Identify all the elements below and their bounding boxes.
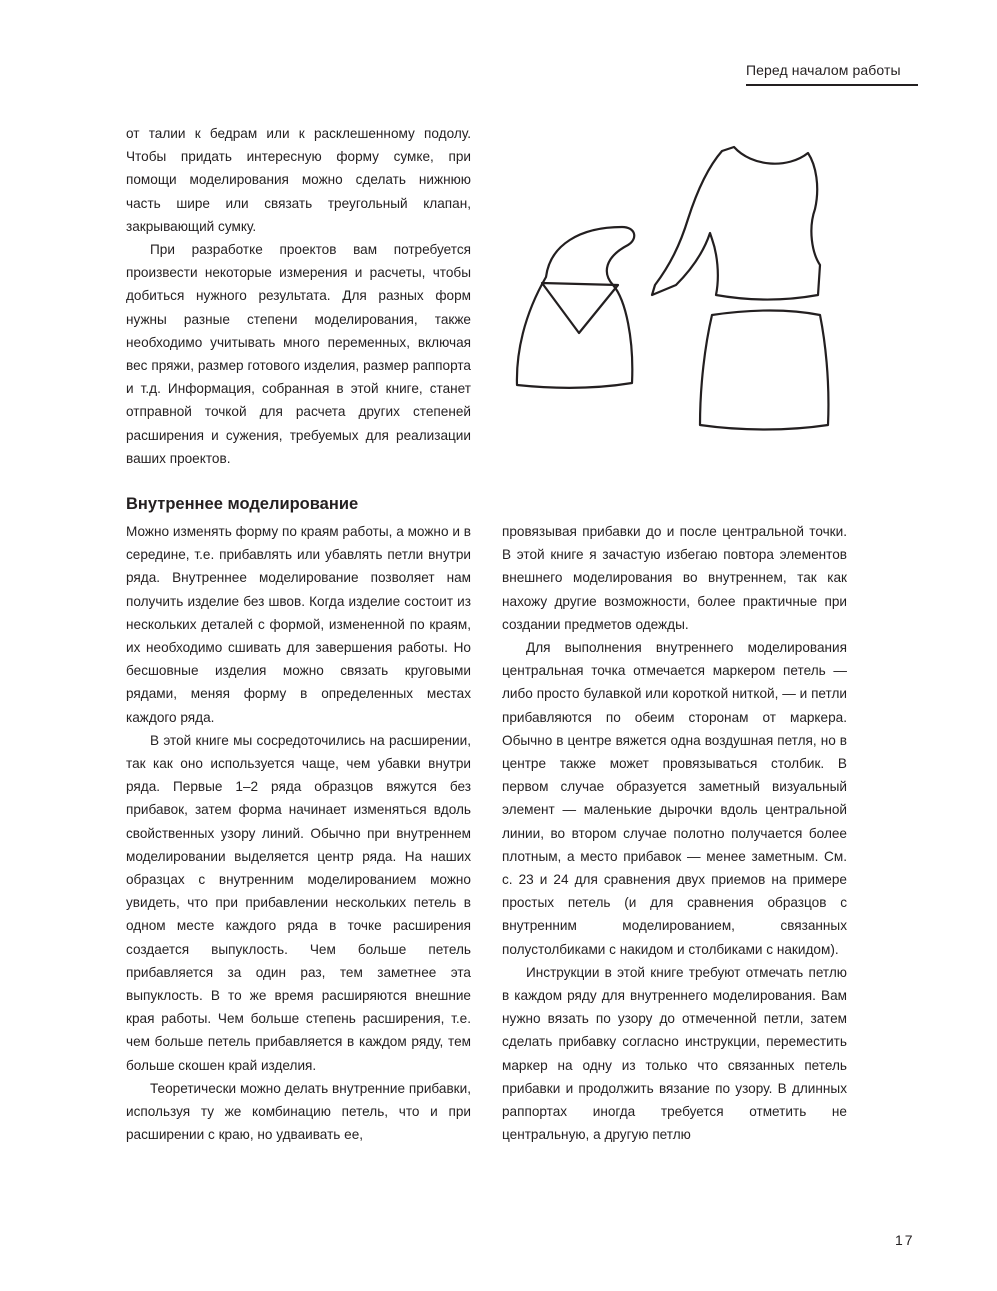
intro-text-column <box>126 122 471 470</box>
paragraph: Можно изменять форму по краям работы, а можно и в середине, т.е. прибавлять или убавлять петли внутри ряда. Внутреннее моделирование позволяет нам получить изделие без швов. Когда изделие состоит из нескольких деталей с формой, измененной по краям, их необходимо сшивать для завершения работы. Но бесшовные изделия можно связать круговыми рядами, меняя форму в определенных местах каждого ряда. <box>126 524 471 725</box>
left-text-column <box>126 520 471 1146</box>
paragraph: от талии к бедрам или к расклешенному подолу. Чтобы придать интересную форму сумке, при помощи моделирования можно сделать нижнюю часть шире или связать треугольный клапан, закрывающий сумку. <box>126 126 471 234</box>
running-header: Перед началом работы <box>746 62 901 78</box>
paragraph: В этой книге мы сосредоточились на расширении, так как оно используется чаще, чем убавки внутри ряда. Первые 1–2 ряда образцов вяжутся без прибавок, затем форма начинает изменяться вдоль свойственных узору линий. Обычно при внутреннем моделировании выделяется центр ряда. На наших образцах с внутренним моделированием можно увидеть, что при прибавлении нескольких петель в одном месте каждого ряда в точке расширения создается выпуклость. Чем больше петель прибавляется за один раз, тем заметнее эта выпуклость. В то же время расширяются внешние края работы. Чем больше степень расширения, т.е. чем больше петель прибавляется в каждом ряду, тем больше скошен край изделия. <box>126 732 471 1073</box>
paragraph: Теоретически можно делать внутренние прибавки, используя ту же комбинацию петель, что и при расширении с краю, но удваивать ее, <box>126 1080 471 1143</box>
skirt-sketch-icon <box>700 311 828 430</box>
header-rule <box>746 84 918 86</box>
paragraph: Для выполнения внутреннего моделирования центральная точка отмечается маркером петель — либо просто булавкой или короткой ниткой, — и петли прибавляются по обеим сторонам от маркера. Обычно в центре вяжется одна воздушная петля, но в центре также может провязываться столбик. В первом случае образуется заметный визуальный элемент — маленькие дырочки вдоль центральной линии, во втором случае полотно получается более плотным, а место прибавок — менее заметным. См. с. 23 и 24 для сравнения двух приемов на примере простых петель (и для сравнения образцов с внутренним моделированием, связанных полустолбиками с накидом и столбиками с накидом). <box>502 640 847 957</box>
bag-sketch-icon <box>517 227 634 388</box>
bodice-sketch-icon <box>652 147 820 300</box>
page-number: 17 <box>895 1232 915 1248</box>
paragraph: Инструкции в этой книге требуют отмечать петлю в каждом ряду для внутреннего моделирования. Вам нужно вязать по узору до отмеченной петли, затем сделать прибавку согласно инструкции, переместить маркер на одну из только что связанных петель прибавки и продолжить вязание по узору. В длинных раппортах иногда требуется отметить не центральную, а другую петлю <box>502 964 847 1143</box>
section-heading: Внутреннее моделирование <box>126 495 359 513</box>
paragraph: При разработке проектов вам потребуется произвести некоторые измерения и расчеты, чтобы добиться нужного результата. Для разных форм нужны разные степени моделирования, также необходимо учитывать много переменных, включая вес пряжи, размер готового изделия, размер раппорта и т.д. Информация, собранная в этой книге, станет отправной точкой для расчета других степеней расширения и сужения, требуемых для реализации ваших проектов. <box>126 242 471 466</box>
paragraph: провязывая прибавки до и после центральной точки. В этой книге я зачастую избегаю повтора элементов внешнего моделирования во внутреннем, так как нахожу другие возможности, более практичные при создании предметов одежды. <box>502 524 847 632</box>
garment-illustration <box>510 135 830 435</box>
right-text-column <box>502 520 847 1146</box>
